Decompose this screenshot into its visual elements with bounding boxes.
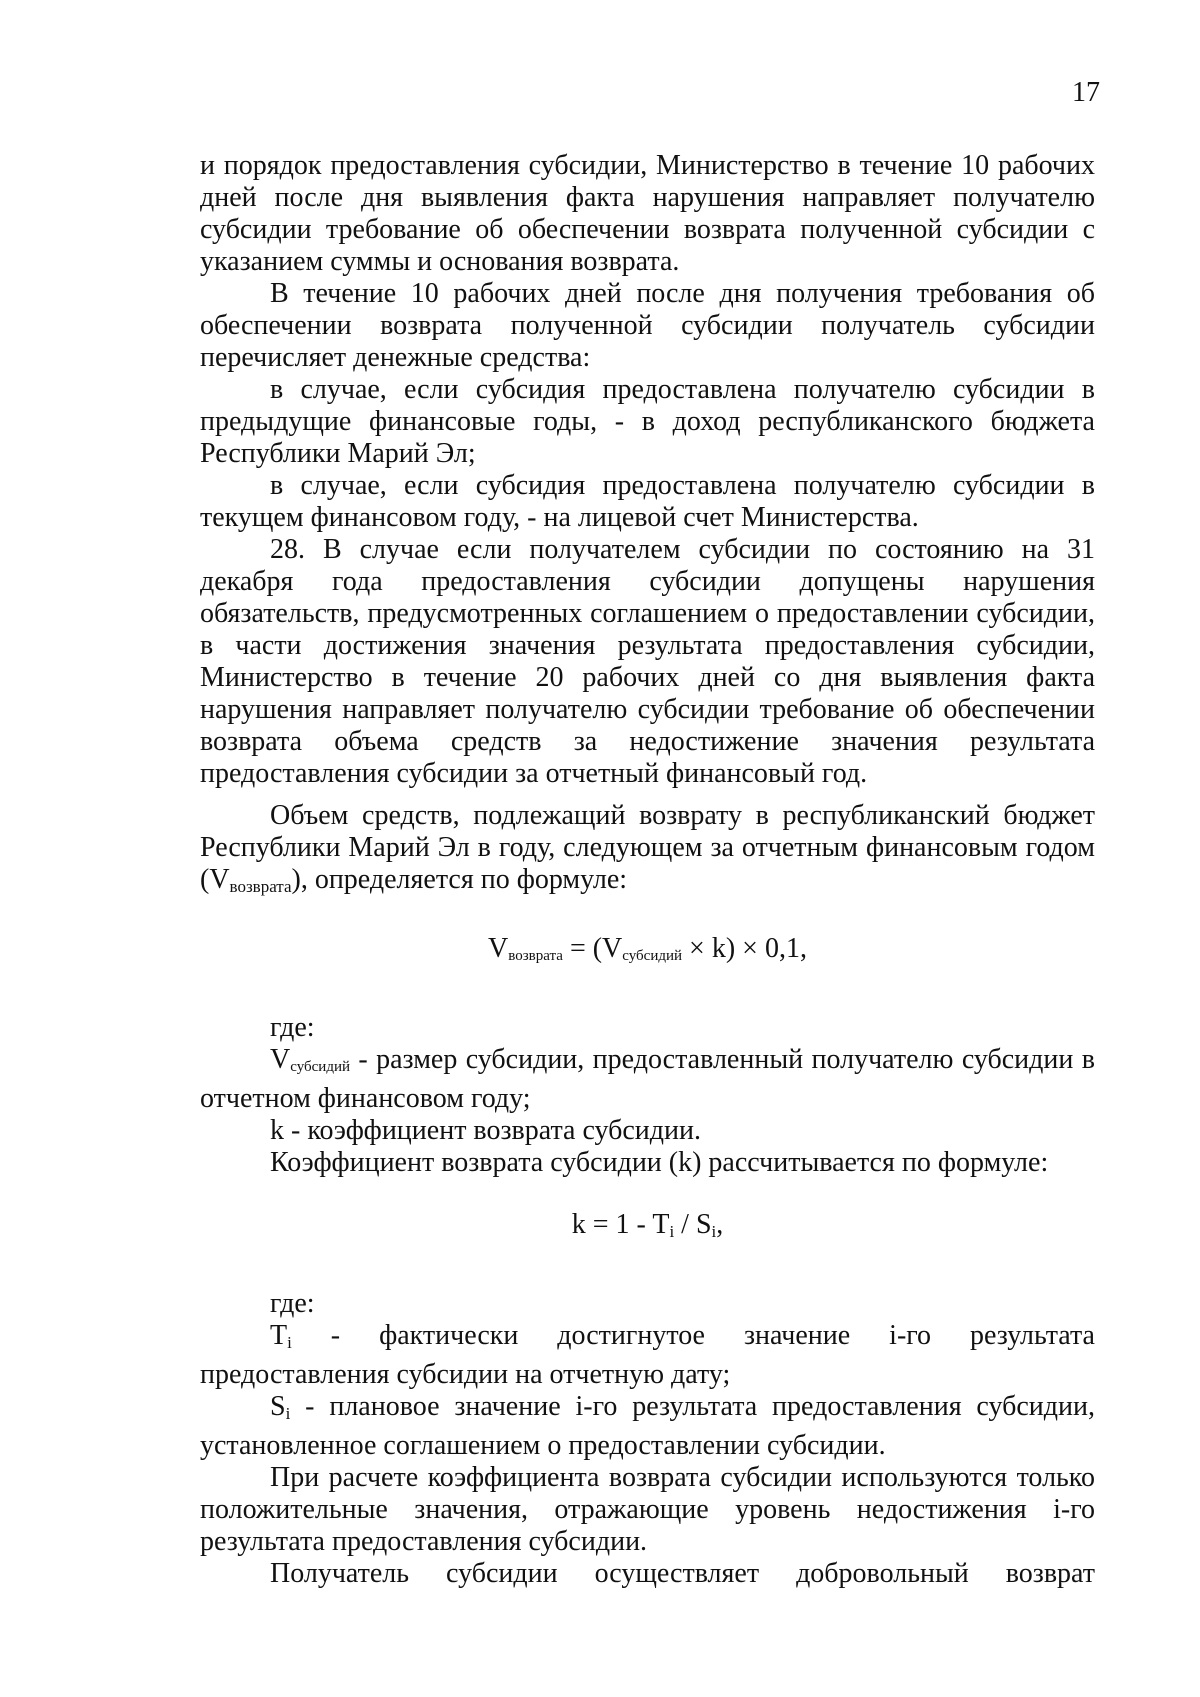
- paragraph-7: [200, 1044, 1095, 1115]
- paragraph-10: [200, 1320, 1095, 1391]
- spacer: [200, 790, 1095, 800]
- paragraph-10-symbol: T: [270, 1320, 288, 1351]
- formula-2-part-a: k = 1 - T: [571, 1209, 670, 1240]
- formula-2-subscript-a: i: [669, 1222, 675, 1241]
- paragraph-6-text-a: Объем средств, подлежащий возврату в республиканский бюджет Республики Марий Эл в году, следующем за отчетным финансовым годом (V: [200, 800, 1095, 895]
- paragraph-13: Получатель субсидии осуществляет добровольный возврат: [270, 1558, 1095, 1589]
- paragraph-8: k - коэффициент возврата субсидии.: [270, 1115, 702, 1146]
- paragraph-6: [200, 800, 1095, 903]
- paragraph-11-text: - плановое значение i-го результата предоставления субсидии, установленное соглашением о предоставлении субсидии.: [200, 1391, 1095, 1461]
- formula-1-mid-subscript: субсидий: [622, 948, 683, 964]
- formula-coefficient: [200, 1209, 1095, 1248]
- spacer: [200, 1199, 1095, 1209]
- paragraph-11-symbol: S: [270, 1391, 286, 1422]
- document-body: [200, 150, 1095, 1590]
- paragraph-7-subscript: субсидий: [290, 1059, 350, 1075]
- spacer: [200, 972, 1095, 992]
- paragraph-4: в случае, если субсидия предоставлена получателю субсидии в текущем финансовом году, - на лицевой счет Министерства.: [200, 470, 1095, 533]
- formula-1-lhs: V: [488, 933, 509, 964]
- where-label-1: где:: [270, 1012, 315, 1043]
- spacer: [200, 923, 1095, 933]
- paragraph-12: При расчете коэффициента возврата субсидии используются только положительные значения, отражающие уровень недостижения i-го результата предоставления субсидии.: [200, 1462, 1095, 1557]
- paragraph-6-text-b: ), определяется по формуле:: [291, 864, 628, 895]
- paragraph-7-text: - размер субсидии, предоставленный получателю субсидии в отчетном финансовом году;: [200, 1044, 1095, 1114]
- paragraph-11-subscript: i: [285, 1404, 291, 1423]
- formula-return-volume: [200, 933, 1095, 972]
- page-number: 17: [1072, 77, 1100, 108]
- paragraph-6-subscript: возврата: [229, 877, 292, 896]
- paragraph-3: в случае, если субсидия предоставлена получателю субсидии в предыдущие финансовые годы, - в доход республиканского бюджета Республики Марий Эл;: [200, 374, 1095, 469]
- formula-2-part-b: / S: [674, 1209, 712, 1240]
- spacer: [200, 903, 1095, 923]
- formula-1-tail: × k) × 0,1,: [682, 933, 807, 964]
- where-label-2: где:: [270, 1288, 315, 1319]
- spacer: [200, 1268, 1095, 1288]
- spacer: [200, 992, 1095, 1012]
- spacer: [200, 1179, 1095, 1199]
- paragraph-5: 28. В случае если получателем субсидии по состоянию на 31 декабря года предоставления субсидии допущены нарушения обязательств, предусмотренных соглашением о предоставлении субсидии, в части достижения значения результата предоставления субсидии, Министерство в течение 20 рабочих дней со дня выявления факта нарушения направляет получателю субсидии требование об обеспечении возврата объема средств за недостижение значения результата предоставления субсидии за отчетный финансовый год.: [200, 534, 1095, 789]
- paragraph-7-symbol: V: [270, 1044, 291, 1075]
- formula-1-mid: = (V: [562, 933, 623, 964]
- formula-2-part-c: ,: [716, 1209, 724, 1240]
- paragraph-9: Коэффициент возврата субсидии (k) рассчитывается по формуле:: [270, 1147, 1049, 1178]
- paragraph-11: [200, 1391, 1095, 1462]
- paragraph-10-text: - фактически достигнутое значение i-го результата предоставления субсидии на отчетную дату;: [200, 1320, 1095, 1390]
- formula-1-lhs-subscript: возврата: [508, 948, 563, 964]
- paragraph-1: и порядок предоставления субсидии, Министерство в течение 10 рабочих дней после дня выявления факта нарушения направляет получателю субсидии требование об обеспечении возврата полученной субсидии с указанием суммы и основания возврата.: [200, 150, 1095, 277]
- paragraph-10-subscript: i: [287, 1333, 292, 1352]
- formula-2-subscript-b: i: [711, 1222, 717, 1241]
- paragraph-2: В течение 10 рабочих дней после дня получения требования об обеспечении возврата полученной субсидии получатель субсидии перечисляет денежные средства:: [200, 278, 1095, 373]
- spacer: [200, 1248, 1095, 1268]
